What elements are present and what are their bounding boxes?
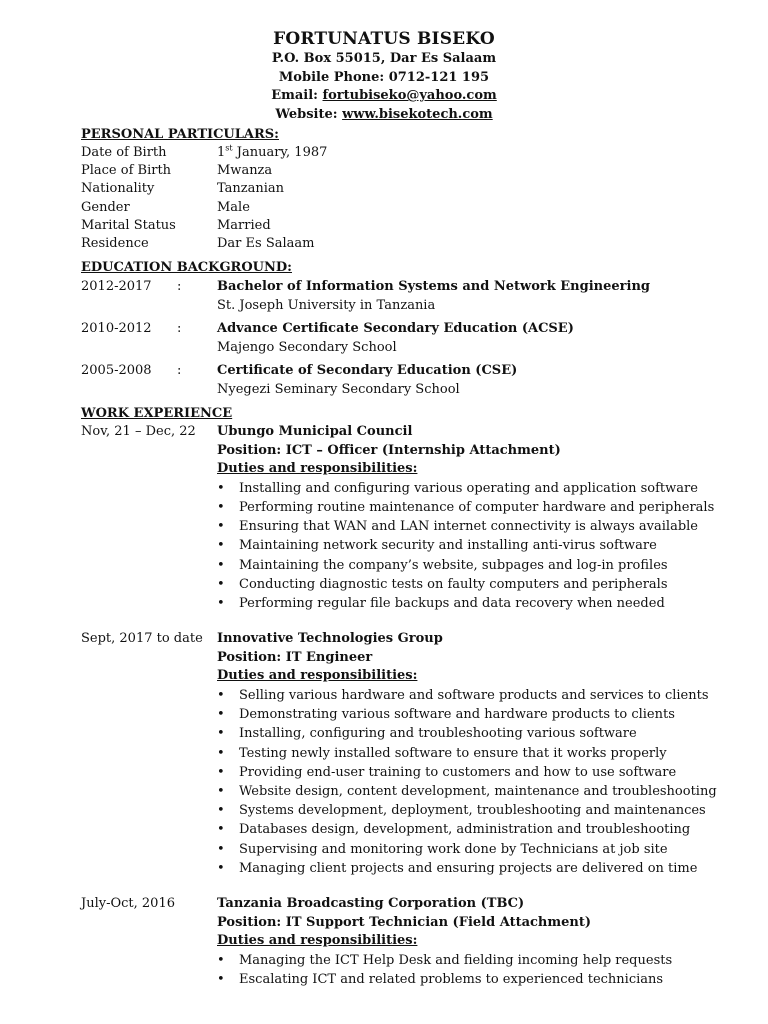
- education-years: 2010-2012: [81, 321, 152, 336]
- personal-row-dob: [81, 144, 728, 162]
- education-item: [81, 319, 728, 357]
- education-years: 2005-2008: [81, 363, 152, 378]
- personal-value: Mwanza: [217, 163, 273, 179]
- personal-label: Nationality: [81, 181, 155, 197]
- job-entry: [81, 895, 728, 989]
- education-school: St. Joseph University in Tanzania: [217, 298, 436, 313]
- duty-item: • Performing regular file backups and data recovery when needed: [217, 594, 728, 613]
- personal-value: Dar Es Salaam: [217, 236, 315, 252]
- duty-item: • Selling various hardware and software products and services to clients: [217, 686, 728, 705]
- education-years: 2012-2017: [81, 279, 152, 294]
- education-colon: :: [177, 363, 182, 378]
- personal-row: [81, 180, 728, 198]
- education-title: EDUCATION BACKGROUND:: [81, 260, 292, 275]
- personal-row: [81, 162, 728, 180]
- job-organization: Tanzania Broadcasting Corporation (TBC): [217, 896, 525, 912]
- personal-row: [81, 199, 728, 217]
- resume-header: [0, 28, 768, 124]
- duty-item: • Managing the ICT Help Desk and fielding incoming help requests: [217, 951, 728, 970]
- education-item: [81, 277, 728, 315]
- duty-item: • Performing routine maintenance of computer hardware and peripherals: [217, 498, 728, 517]
- job-organization: Ubungo Municipal Council: [217, 424, 413, 439]
- personal-particulars-section: [81, 126, 728, 253]
- personal-value: Tanzanian: [217, 181, 285, 197]
- mobile-phone: Mobile Phone: 0712-121 195: [278, 69, 490, 85]
- duty-item: • Maintaining network security and installing anti-virus software: [217, 536, 728, 555]
- website-label: Website:: [275, 106, 343, 122]
- education-colon: :: [177, 321, 182, 336]
- personal-label: Residence: [81, 236, 149, 252]
- education-degree: Certificate of Secondary Education (CSE): [217, 363, 518, 378]
- job-date: Nov, 21 – Dec, 22: [81, 424, 196, 439]
- personal-value: Married: [217, 217, 271, 233]
- duties-list: [217, 686, 728, 878]
- work-experience-title: WORK EXPERIENCE: [81, 406, 233, 421]
- duties-list: [217, 479, 728, 613]
- job-entry: [81, 630, 728, 878]
- job-date: Sept, 2017 to date: [81, 631, 203, 647]
- job-position: Position: IT Engineer: [217, 649, 373, 665]
- personal-row: [81, 235, 728, 253]
- job-date: July-Oct, 2016: [81, 896, 175, 912]
- personal-label: Place of Birth: [81, 163, 172, 179]
- postal-address: P.O. Box 55015, Dar Es Salaam: [271, 51, 497, 66]
- personal-label: Gender: [81, 199, 130, 215]
- job-position: Position: ICT – Officer (Internship Attachment): [217, 442, 561, 458]
- duty-item: • Maintaining the company’s website, subpages and log-in profiles: [217, 556, 728, 575]
- duty-item: • Installing, configuring and troubleshooting various software: [217, 724, 728, 743]
- duties-heading: Duties and responsibilities:: [217, 461, 418, 477]
- personal-particulars-title: PERSONAL PARTICULARS:: [81, 127, 279, 142]
- education-colon: :: [177, 279, 182, 294]
- personal-label: Date of Birth: [81, 145, 167, 160]
- duty-item: • Supervising and monitoring work done by Technicians at job site: [217, 840, 728, 859]
- personal-value-dob: 1st January, 1987: [217, 143, 328, 160]
- education-degree: Advance Certificate Secondary Education (ACSE): [217, 321, 574, 336]
- website-link[interactable]: www.bisekotech.com: [342, 106, 493, 122]
- duty-item: • Website design, content development, maintenance and troubleshooting: [217, 782, 728, 801]
- education-item: [81, 361, 728, 399]
- job-organization: Innovative Technologies Group: [217, 631, 443, 647]
- email-link[interactable]: fortubiseko@yahoo.com: [322, 88, 497, 103]
- email-label: Email:: [271, 88, 323, 103]
- education-degree: Bachelor of Information Systems and Network Engineering: [217, 279, 650, 294]
- email-line: [0, 87, 768, 106]
- personal-row: [81, 217, 728, 235]
- personal-label: Marital Status: [81, 217, 176, 233]
- education-school: Majengo Secondary School: [217, 340, 397, 355]
- work-experience-section: [81, 405, 728, 989]
- duty-item: • Installing and configuring various operating and application software: [217, 479, 728, 498]
- duty-item: • Escalating ICT and related problems to experienced technicians: [217, 970, 728, 989]
- duty-item: • Testing newly installed software to ensure that it works properly: [217, 744, 728, 763]
- duty-item: • Managing client projects and ensuring projects are delivered on time: [217, 859, 728, 878]
- candidate-name: FORTUNATUS BISEKO: [273, 29, 495, 49]
- duties-list: [217, 951, 728, 989]
- duty-item: • Systems development, deployment, troubleshooting and maintenances: [217, 801, 728, 820]
- duty-item: • Conducting diagnostic tests on faulty computers and peripherals: [217, 575, 728, 594]
- duties-heading: Duties and responsibilities:: [217, 933, 418, 949]
- duties-heading: Duties and responsibilities:: [217, 668, 418, 684]
- duty-item: • Ensuring that WAN and LAN internet connectivity is always available: [217, 517, 728, 536]
- personal-value: Male: [217, 199, 250, 215]
- education-school: Nyegezi Seminary Secondary School: [217, 382, 460, 397]
- job-position: Position: IT Support Technician (Field Attachment): [217, 914, 591, 930]
- job-entry: [81, 423, 728, 613]
- duty-item: • Databases design, development, administration and troubleshooting: [217, 820, 728, 839]
- duty-item: • Providing end-user training to customers and how to use software: [217, 763, 728, 782]
- education-section: [81, 259, 728, 399]
- duty-item: • Demonstrating various software and hardware products to clients: [217, 705, 728, 724]
- website-line: [0, 106, 768, 125]
